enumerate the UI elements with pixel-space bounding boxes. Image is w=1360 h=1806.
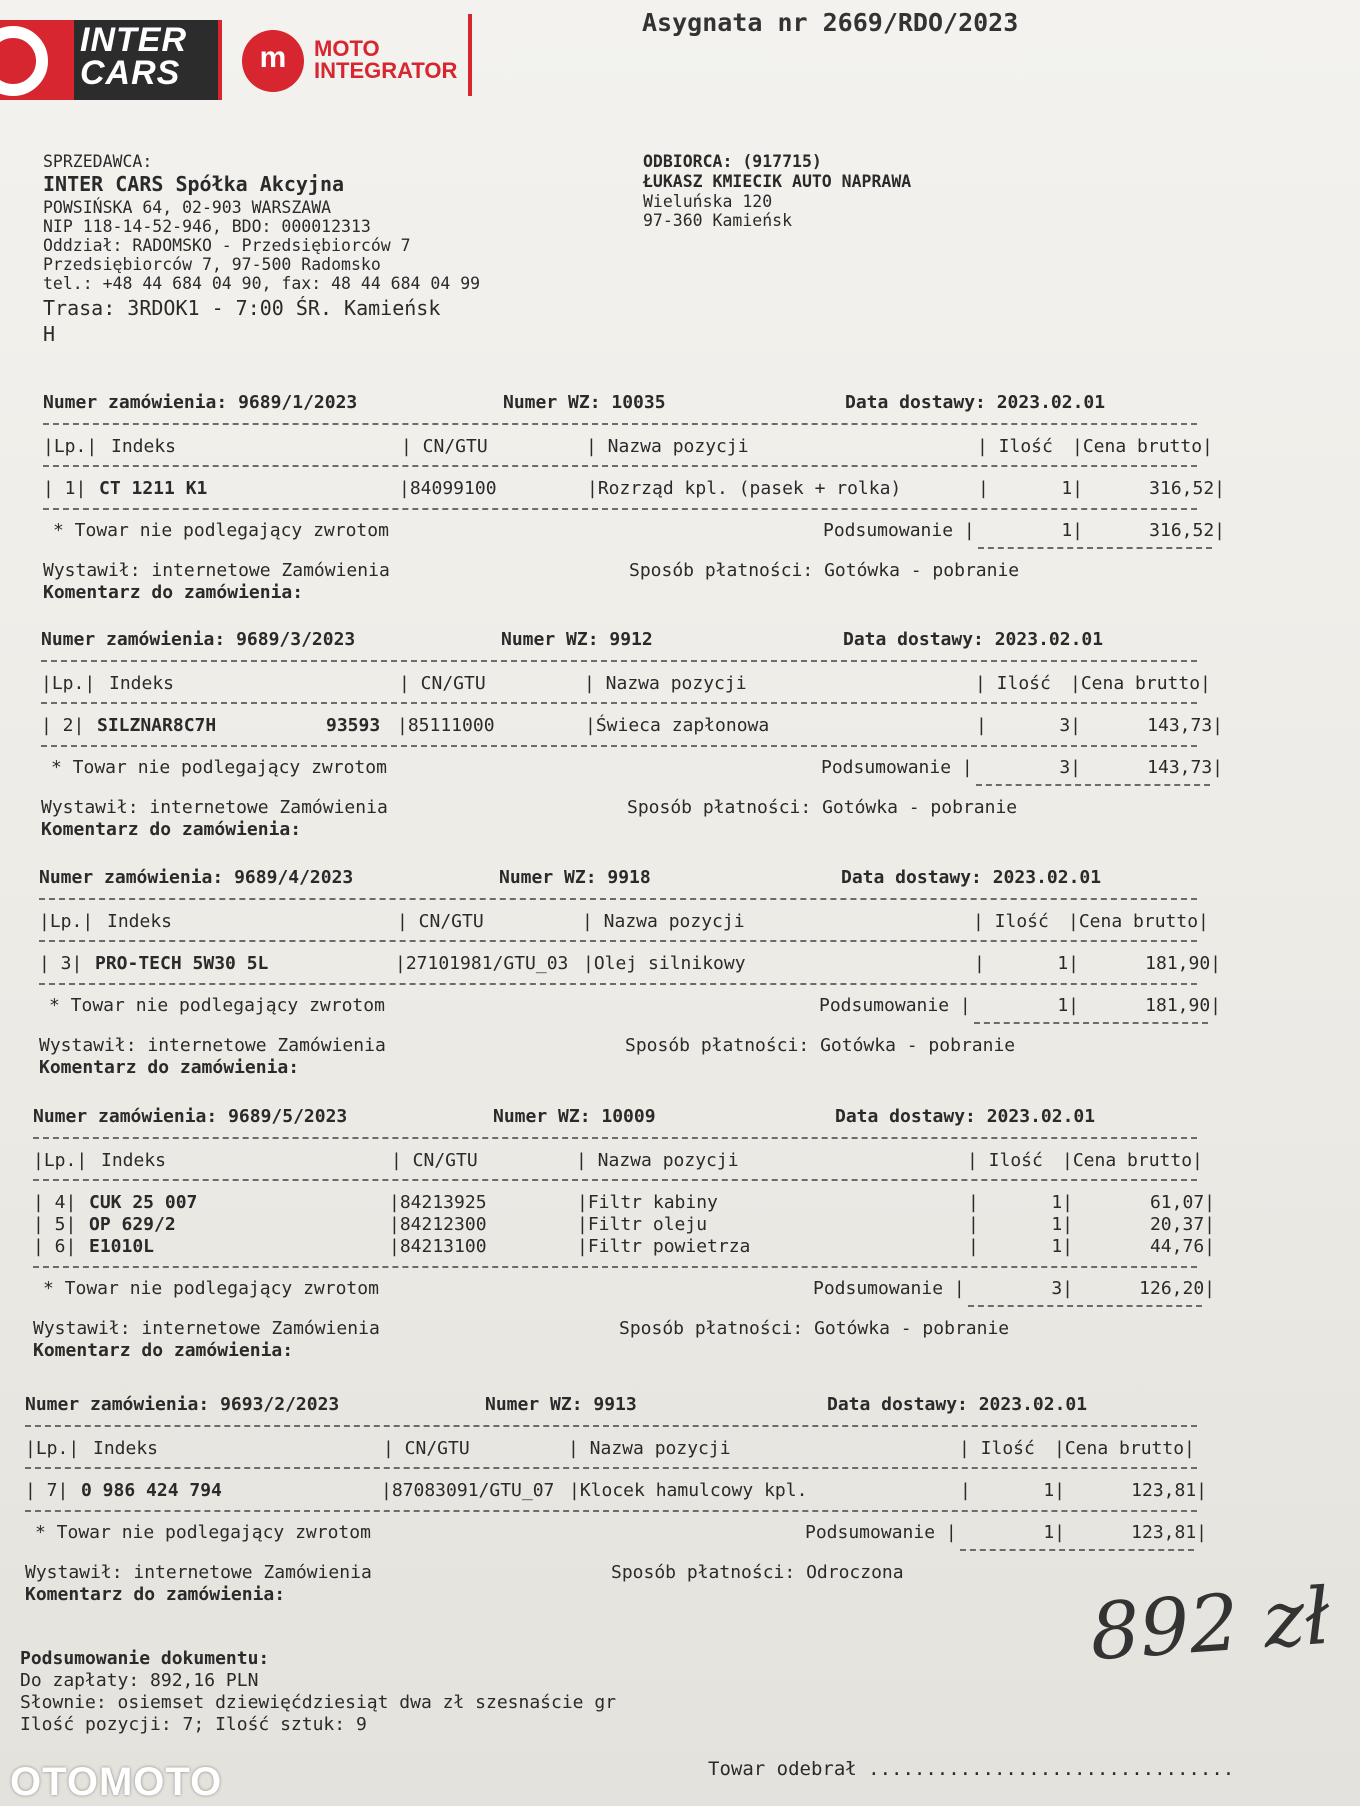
row-lp: | 4| [33, 1192, 77, 1213]
logo-divider [468, 14, 472, 96]
row-sep: | [978, 478, 989, 499]
order-number: Numer zamówienia: 9693/2/2023 [25, 1394, 340, 1415]
order-number: Numer zamówienia: 9689/1/2023 [43, 392, 358, 413]
row-qty: 3| [1059, 715, 1081, 736]
table-rule-header [43, 465, 1197, 467]
amount-in-words: Słownie: osiemset dziewięćdziesiąt dwa zł szesnaście gr [20, 1692, 617, 1713]
row-index: OP 629/2 [89, 1214, 176, 1235]
order-summary-qty: 3| [1059, 757, 1081, 778]
row-qty: 1| [1043, 1480, 1065, 1501]
row-qty: 1| [1061, 478, 1083, 499]
row-index: CUK 25 007 [89, 1192, 198, 1213]
row-sep: | [968, 1236, 979, 1257]
row-lp: | 2| [41, 715, 85, 736]
col-header-price: |Cena brutto| [1062, 1150, 1203, 1171]
table-rule-header [41, 702, 1197, 704]
table-rule-bottom [43, 508, 1197, 510]
row-cn: |87083091/GTU_07 [381, 1480, 555, 1501]
row-sep: | [974, 953, 985, 974]
order-summary-price: 143,73| [1147, 757, 1223, 778]
row-qty: 1| [1051, 1214, 1073, 1235]
order-summary-price: 181,90| [1145, 995, 1221, 1016]
row-price: 181,90| [1145, 953, 1221, 974]
order-number: Numer zamówienia: 9689/4/2023 [39, 867, 354, 888]
row-sep: | [976, 715, 987, 736]
wz-number: Numer WZ: 9913 [485, 1394, 637, 1415]
col-header-index: Indeks [93, 1438, 159, 1459]
order-number: Numer zamówienia: 9689/3/2023 [41, 629, 356, 650]
col-header-index: Indeks [101, 1150, 167, 1171]
col-header-lp: |Lp.| [43, 436, 98, 457]
wz-number: Numer WZ: 9918 [499, 867, 651, 888]
motointegrator-logo: m MOTO INTEGRATOR [240, 28, 472, 98]
summary-rule [978, 547, 1212, 549]
row-price: 143,73| [1147, 715, 1223, 736]
recipient-name: ŁUKASZ KMIECIK AUTO NAPRAWA [643, 172, 912, 191]
col-header-qty: | Ilość [977, 436, 1053, 457]
row-name: |Olej silnikowy [583, 953, 746, 974]
row-cn: |84213925 [389, 1192, 487, 1213]
row-sep: | [960, 1480, 971, 1501]
col-header-index: Indeks [107, 911, 173, 932]
col-header-name: | Nazwa pozycji [584, 673, 747, 694]
row-name: |Filtr kabiny [577, 1192, 718, 1213]
order-comment-label: Komentarz do zamówienia: [43, 582, 304, 603]
seller-name: INTER CARS Spółka Akcyjna [43, 172, 345, 196]
order-summary-qty: 1| [1043, 1522, 1065, 1543]
row-lp: | 1| [43, 478, 87, 499]
row-cn: |84099100 [399, 478, 497, 499]
non-returnable-note: * Towar nie podlegający zwrotom [43, 1278, 379, 1299]
seller-address: POWSIŃSKA 64, 02-903 WARSZAWA [43, 198, 332, 217]
order-summary-label: Podsumowanie | [819, 995, 971, 1016]
delivery-date: Data dostawy: 2023.02.01 [827, 1394, 1088, 1415]
col-header-price: |Cena brutto| [1070, 673, 1211, 694]
row-name: |Klocek hamulcowy kpl. [569, 1480, 808, 1501]
non-returnable-note: * Towar nie podlegający zwrotom [49, 995, 385, 1016]
issued-by: Wystawił: internetowe Zamówienia [25, 1562, 372, 1583]
row-cn: |84213100 [389, 1236, 487, 1257]
issued-by: Wystawił: internetowe Zamówienia [41, 797, 388, 818]
col-header-name: | Nazwa pozycji [582, 911, 745, 932]
order-summary-label: Podsumowanie | [823, 520, 975, 541]
row-lp: | 7| [25, 1480, 69, 1501]
col-header-qty: | Ilość [973, 911, 1049, 932]
summary-rule [976, 784, 1210, 786]
row-price: 123,81| [1131, 1480, 1207, 1501]
row-index: PRO-TECH 5W30 5L [95, 953, 269, 974]
route: Trasa: 3RDOK1 - 7:00 ŚR. Kamieńsk [43, 296, 441, 320]
non-returnable-note: * Towar nie podlegający zwrotom [51, 757, 387, 778]
col-header-lp: |Lp.| [33, 1150, 88, 1171]
table-rule-bottom [41, 745, 1197, 747]
seller-phone: tel.: +48 44 684 04 90, fax: 48 44 684 04 99 [43, 274, 481, 293]
col-header-name: | Nazwa pozycji [568, 1438, 731, 1459]
col-header-cn: | CN/GTU [399, 673, 486, 694]
payment-method: Sposób płatności: Gotówka - pobranie [627, 797, 1018, 818]
recipient-street: Wieluńska 120 [643, 192, 773, 211]
wz-number: Numer WZ: 9912 [501, 629, 653, 650]
payment-method: Sposób płatności: Odroczona [611, 1562, 904, 1583]
row-qty: 1| [1051, 1192, 1073, 1213]
table-rule-header [33, 1179, 1197, 1181]
col-header-price: |Cena brutto| [1072, 436, 1213, 457]
route-extra: H [43, 322, 56, 346]
table-rule-bottom [39, 983, 1197, 985]
row-lp: | 6| [33, 1236, 77, 1257]
non-returnable-note: * Towar nie podlegający zwrotom [35, 1522, 371, 1543]
delivery-date: Data dostawy: 2023.02.01 [845, 392, 1106, 413]
delivery-date: Data dostawy: 2023.02.01 [843, 629, 1104, 650]
order-summary-qty: 1| [1061, 520, 1083, 541]
table-rule-top [43, 423, 1197, 425]
seller-branch: Oddział: RADOMSKO - Przedsiębiorców 7 [43, 236, 411, 255]
row-qty: 1| [1051, 1236, 1073, 1257]
col-header-lp: |Lp.| [25, 1438, 80, 1459]
col-header-qty: | Ilość [959, 1438, 1035, 1459]
summary-rule [974, 1022, 1208, 1024]
order-summary-label: Podsumowanie | [805, 1522, 957, 1543]
seller-label: SPRZEDAWCA: [43, 152, 153, 171]
summary-rule [960, 1549, 1194, 1551]
col-header-cn: | CN/GTU [383, 1438, 470, 1459]
order-comment-label: Komentarz do zamówienia: [41, 819, 302, 840]
col-header-index: Indeks [111, 436, 177, 457]
col-header-qty: | Ilość [975, 673, 1051, 694]
order-summary-label: Podsumowanie | [813, 1278, 965, 1299]
issued-by: Wystawił: internetowe Zamówienia [33, 1318, 380, 1339]
row-price: 316,52| [1149, 478, 1225, 499]
row-name: |Filtr oleju [577, 1214, 708, 1235]
table-rule-top [33, 1137, 1197, 1139]
row-cn: |27101981/GTU_03 [395, 953, 569, 974]
col-header-lp: |Lp.| [41, 673, 96, 694]
row-index: E1010L [89, 1236, 155, 1257]
table-rule-top [25, 1425, 1197, 1427]
order-summary-price: 123,81| [1131, 1522, 1207, 1543]
order-summary-qty: 3| [1051, 1278, 1073, 1299]
document-title: Asygnata nr 2669/RDO/2023 [642, 8, 1019, 37]
table-rule-header [39, 940, 1197, 942]
summary-rule [968, 1305, 1202, 1307]
row-sep: | [968, 1192, 979, 1213]
document-summary-label: Podsumowanie dokumentu: [20, 1648, 270, 1669]
item-counts: Ilość pozycji: 7; Ilość sztuk: 9 [20, 1714, 367, 1735]
row-name: |Filtr powietrza [577, 1236, 751, 1257]
recipient-city: 97-360 Kamieńsk [643, 211, 793, 230]
table-rule-header [25, 1467, 1197, 1469]
row-price: 61,07| [1149, 1192, 1215, 1213]
row-cn: |84212300 [389, 1214, 487, 1235]
col-header-index: Indeks [109, 673, 175, 694]
row-index: SILZNAR8C7H [97, 715, 217, 736]
row-name: |Świeca zapłonowa [585, 715, 770, 736]
row-price: 44,76| [1149, 1236, 1215, 1257]
col-header-lp: |Lp.| [39, 911, 94, 932]
row-index: 0 986 424 794 [81, 1480, 222, 1501]
issued-by: Wystawił: internetowe Zamówienia [39, 1035, 386, 1056]
col-header-cn: | CN/GTU [401, 436, 488, 457]
row-name: |Rozrząd kpl. (pasek + rolka) [587, 478, 902, 499]
payment-method: Sposób płatności: Gotówka - pobranie [625, 1035, 1016, 1056]
order-number: Numer zamówienia: 9689/5/2023 [33, 1106, 348, 1127]
table-rule-bottom [33, 1266, 1197, 1268]
row-sep: | [968, 1214, 979, 1235]
seller-branch-address: Przedsiębiorców 7, 97-500 Radomsko [43, 255, 381, 274]
payment-method: Sposób płatności: Gotówka - pobranie [619, 1318, 1010, 1339]
row-index: CT 1211 K1 [99, 478, 208, 499]
order-summary-qty: 1| [1057, 995, 1079, 1016]
order-summary-label: Podsumowanie | [821, 757, 973, 778]
row-index-extra: 93593 [326, 715, 381, 736]
col-header-qty: | Ilość [967, 1150, 1043, 1171]
row-lp: | 3| [39, 953, 83, 974]
order-comment-label: Komentarz do zamówienia: [33, 1340, 294, 1361]
payment-method: Sposób płatności: Gotówka - pobranie [629, 560, 1020, 581]
order-summary-price: 126,20| [1139, 1278, 1215, 1299]
issued-by: Wystawił: internetowe Zamówienia [43, 560, 390, 581]
table-rule-bottom [25, 1510, 1197, 1512]
recipient-label: ODBIORCA: (917715) [643, 152, 822, 171]
seller-nip: NIP 118-14-52-946, BDO: 000012313 [43, 217, 371, 236]
received-by-line: Towar odebrał ................................ [708, 1758, 1235, 1780]
delivery-date: Data dostawy: 2023.02.01 [835, 1106, 1096, 1127]
row-cn: |85111000 [397, 715, 495, 736]
col-header-cn: | CN/GTU [397, 911, 484, 932]
order-comment-label: Komentarz do zamówienia: [39, 1057, 300, 1078]
col-header-name: | Nazwa pozycji [586, 436, 749, 457]
amount-to-pay: Do zapłaty: 892,16 PLN [20, 1670, 259, 1691]
row-price: 20,37| [1149, 1214, 1215, 1235]
otomoto-watermark: OTOMOTO [10, 1760, 223, 1804]
table-rule-top [41, 660, 1197, 662]
col-header-price: |Cena brutto| [1054, 1438, 1195, 1459]
row-lp: | 5| [33, 1214, 77, 1235]
handwritten-amount: 892 zł [1087, 1571, 1333, 1679]
non-returnable-note: * Towar nie podlegający zwrotom [53, 520, 389, 541]
col-header-name: | Nazwa pozycji [576, 1150, 739, 1171]
row-qty: 1| [1057, 953, 1079, 974]
wz-number: Numer WZ: 10035 [503, 392, 666, 413]
intercars-logo: INTER CARS [0, 20, 222, 100]
col-header-price: |Cena brutto| [1068, 911, 1209, 932]
delivery-date: Data dostawy: 2023.02.01 [841, 867, 1102, 888]
col-header-cn: | CN/GTU [391, 1150, 478, 1171]
table-rule-top [39, 898, 1197, 900]
order-summary-price: 316,52| [1149, 520, 1225, 541]
order-comment-label: Komentarz do zamówienia: [25, 1584, 286, 1605]
wz-number: Numer WZ: 10009 [493, 1106, 656, 1127]
